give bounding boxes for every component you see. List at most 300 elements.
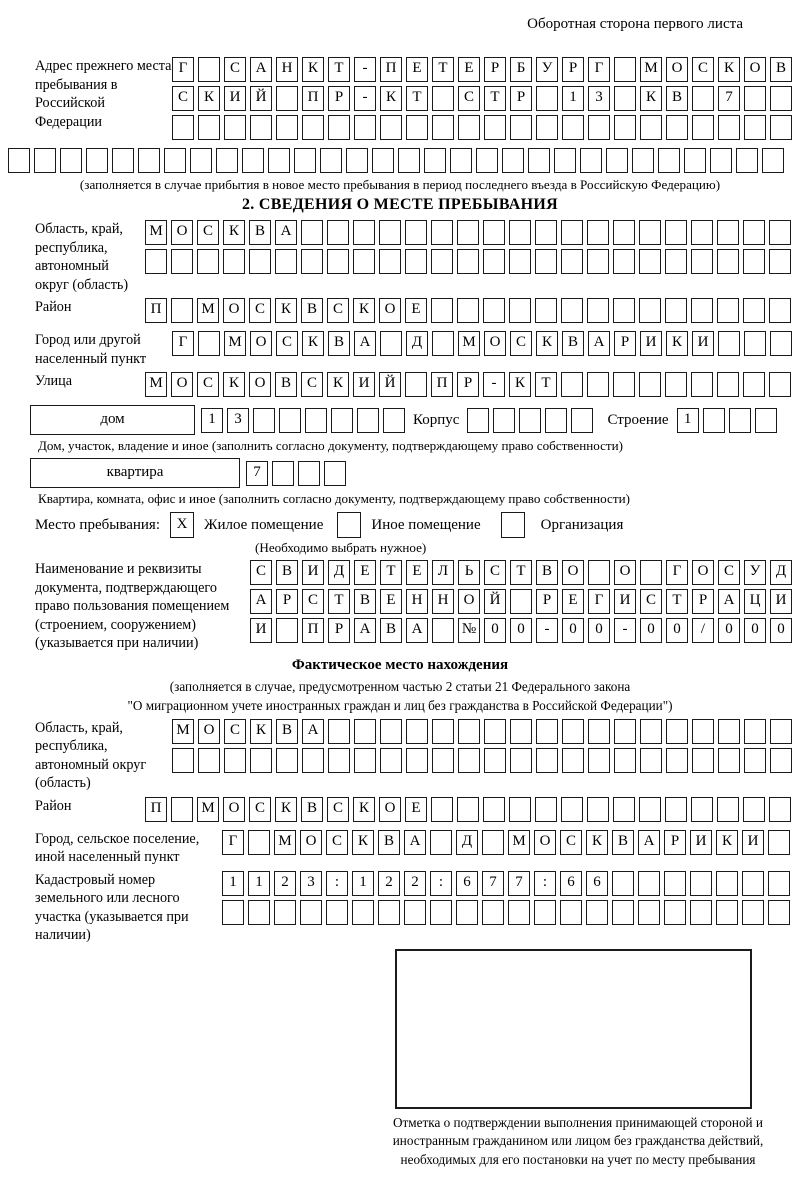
- char-box[interactable]: Н: [276, 57, 298, 82]
- char-box[interactable]: [380, 748, 402, 773]
- char-box[interactable]: [326, 900, 348, 925]
- char-box[interactable]: 0: [562, 618, 584, 643]
- char-box[interactable]: [736, 148, 758, 173]
- char-box[interactable]: [665, 298, 687, 323]
- char-box[interactable]: [248, 830, 270, 855]
- char-box[interactable]: Ц: [744, 589, 766, 614]
- char-box[interactable]: И: [770, 589, 792, 614]
- char-box[interactable]: [457, 249, 479, 274]
- char-box[interactable]: [324, 461, 346, 486]
- char-box[interactable]: С: [301, 372, 323, 397]
- char-box[interactable]: [612, 900, 634, 925]
- char-box[interactable]: [770, 719, 792, 744]
- char-box[interactable]: [536, 86, 558, 111]
- char-box[interactable]: С: [510, 331, 532, 356]
- char-box[interactable]: А: [718, 589, 740, 614]
- char-box[interactable]: П: [380, 57, 402, 82]
- char-box[interactable]: [743, 372, 765, 397]
- char-box[interactable]: С: [249, 797, 271, 822]
- char-box[interactable]: [536, 748, 558, 773]
- char-box[interactable]: Г: [588, 589, 610, 614]
- char-box[interactable]: К: [198, 86, 220, 111]
- char-box[interactable]: [198, 748, 220, 773]
- char-box[interactable]: 0: [770, 618, 792, 643]
- char-box[interactable]: [450, 148, 472, 173]
- char-box[interactable]: [691, 298, 713, 323]
- char-box[interactable]: И: [302, 560, 324, 585]
- char-box[interactable]: [224, 115, 246, 140]
- char-box[interactable]: [502, 148, 524, 173]
- char-box[interactable]: [294, 148, 316, 173]
- checkbox-other-premises[interactable]: [337, 512, 361, 538]
- char-box[interactable]: [279, 408, 301, 433]
- char-box[interactable]: Ь: [458, 560, 480, 585]
- char-box[interactable]: 6: [586, 871, 608, 896]
- char-box[interactable]: [327, 220, 349, 245]
- char-box[interactable]: [562, 719, 584, 744]
- char-box[interactable]: [640, 748, 662, 773]
- char-box[interactable]: [535, 249, 557, 274]
- char-box[interactable]: Т: [328, 57, 350, 82]
- char-box[interactable]: И: [690, 830, 712, 855]
- char-box[interactable]: Р: [562, 57, 584, 82]
- char-box[interactable]: 6: [456, 871, 478, 896]
- char-box[interactable]: [769, 220, 791, 245]
- char-box[interactable]: И: [353, 372, 375, 397]
- char-box[interactable]: [302, 748, 324, 773]
- char-box[interactable]: Т: [380, 560, 402, 585]
- char-box[interactable]: [632, 148, 654, 173]
- char-box[interactable]: [613, 298, 635, 323]
- char-box[interactable]: [718, 719, 740, 744]
- char-box[interactable]: [664, 900, 686, 925]
- char-box[interactable]: [744, 86, 766, 111]
- char-box[interactable]: [769, 797, 791, 822]
- char-box[interactable]: А: [404, 830, 426, 855]
- char-box[interactable]: [276, 748, 298, 773]
- char-box[interactable]: Е: [405, 797, 427, 822]
- char-box[interactable]: Д: [406, 331, 428, 356]
- char-box[interactable]: [354, 115, 376, 140]
- char-box[interactable]: Н: [406, 589, 428, 614]
- char-box[interactable]: С: [640, 589, 662, 614]
- char-box[interactable]: 1: [248, 871, 270, 896]
- char-box[interactable]: К: [716, 830, 738, 855]
- char-box[interactable]: К: [352, 830, 374, 855]
- char-box[interactable]: [718, 331, 740, 356]
- char-box[interactable]: А: [406, 618, 428, 643]
- char-box[interactable]: Т: [406, 86, 428, 111]
- char-box[interactable]: 6: [560, 871, 582, 896]
- char-box[interactable]: Е: [380, 589, 402, 614]
- char-box[interactable]: [305, 408, 327, 433]
- char-box[interactable]: [328, 115, 350, 140]
- char-box[interactable]: [744, 719, 766, 744]
- char-box[interactable]: -: [354, 57, 376, 82]
- char-box[interactable]: [770, 748, 792, 773]
- char-box[interactable]: [717, 797, 739, 822]
- char-box[interactable]: [482, 830, 504, 855]
- char-box[interactable]: Й: [250, 86, 272, 111]
- char-box[interactable]: Й: [484, 589, 506, 614]
- char-box[interactable]: [432, 115, 454, 140]
- char-box[interactable]: 0: [588, 618, 610, 643]
- char-box[interactable]: [482, 900, 504, 925]
- char-box[interactable]: [430, 900, 452, 925]
- char-box[interactable]: И: [692, 331, 714, 356]
- char-box[interactable]: В: [612, 830, 634, 855]
- char-box[interactable]: [586, 900, 608, 925]
- char-box[interactable]: А: [354, 331, 376, 356]
- char-box[interactable]: Е: [406, 57, 428, 82]
- char-box[interactable]: В: [275, 372, 297, 397]
- char-box[interactable]: [380, 719, 402, 744]
- char-box[interactable]: [769, 249, 791, 274]
- char-box[interactable]: М: [508, 830, 530, 855]
- char-box[interactable]: К: [275, 298, 297, 323]
- char-box[interactable]: Р: [484, 57, 506, 82]
- char-box[interactable]: №: [458, 618, 480, 643]
- char-box[interactable]: [665, 372, 687, 397]
- char-box[interactable]: Р: [614, 331, 636, 356]
- char-box[interactable]: [301, 220, 323, 245]
- char-box[interactable]: Е: [458, 57, 480, 82]
- char-box[interactable]: [458, 719, 480, 744]
- char-box[interactable]: К: [353, 797, 375, 822]
- char-box[interactable]: [276, 618, 298, 643]
- char-box[interactable]: [431, 797, 453, 822]
- char-box[interactable]: Г: [172, 331, 194, 356]
- char-box[interactable]: 3: [227, 408, 249, 433]
- char-box[interactable]: [224, 748, 246, 773]
- char-box[interactable]: [519, 408, 541, 433]
- char-box[interactable]: [613, 249, 635, 274]
- char-box[interactable]: Е: [562, 589, 584, 614]
- char-box[interactable]: А: [275, 220, 297, 245]
- char-box[interactable]: М: [145, 220, 167, 245]
- char-box[interactable]: С: [326, 830, 348, 855]
- char-box[interactable]: [717, 249, 739, 274]
- char-box[interactable]: [327, 249, 349, 274]
- char-box[interactable]: [742, 871, 764, 896]
- char-box[interactable]: Т: [510, 560, 532, 585]
- char-box[interactable]: С: [276, 331, 298, 356]
- char-box[interactable]: И: [640, 331, 662, 356]
- char-box[interactable]: [483, 298, 505, 323]
- char-box[interactable]: О: [171, 220, 193, 245]
- char-box[interactable]: [275, 249, 297, 274]
- char-box[interactable]: 0: [640, 618, 662, 643]
- char-box[interactable]: [352, 900, 374, 925]
- char-box[interactable]: Р: [536, 589, 558, 614]
- char-box[interactable]: [276, 115, 298, 140]
- char-box[interactable]: [639, 797, 661, 822]
- char-box[interactable]: [561, 797, 583, 822]
- char-box[interactable]: [431, 249, 453, 274]
- char-box[interactable]: [613, 220, 635, 245]
- char-box[interactable]: [250, 115, 272, 140]
- house-type-box[interactable]: дом: [30, 405, 195, 435]
- char-box[interactable]: [692, 115, 714, 140]
- char-box[interactable]: [510, 719, 532, 744]
- char-box[interactable]: [588, 748, 610, 773]
- char-box[interactable]: [638, 871, 660, 896]
- char-box[interactable]: [431, 298, 453, 323]
- char-box[interactable]: [638, 900, 660, 925]
- char-box[interactable]: [432, 331, 454, 356]
- char-box[interactable]: В: [562, 331, 584, 356]
- char-box[interactable]: [112, 148, 134, 173]
- char-box[interactable]: О: [300, 830, 322, 855]
- char-box[interactable]: [301, 249, 323, 274]
- char-box[interactable]: [562, 115, 584, 140]
- char-box[interactable]: [424, 148, 446, 173]
- char-box[interactable]: 0: [666, 618, 688, 643]
- char-box[interactable]: Й: [379, 372, 401, 397]
- char-box[interactable]: И: [614, 589, 636, 614]
- char-box[interactable]: [691, 797, 713, 822]
- char-box[interactable]: П: [302, 86, 324, 111]
- char-box[interactable]: [639, 220, 661, 245]
- char-box[interactable]: [762, 148, 784, 173]
- char-box[interactable]: [406, 719, 428, 744]
- char-box[interactable]: [432, 719, 454, 744]
- char-box[interactable]: [458, 115, 480, 140]
- char-box[interactable]: О: [534, 830, 556, 855]
- char-box[interactable]: [770, 86, 792, 111]
- char-box[interactable]: У: [536, 57, 558, 82]
- char-box[interactable]: [703, 408, 725, 433]
- char-box[interactable]: -: [614, 618, 636, 643]
- char-box[interactable]: [8, 148, 30, 173]
- char-box[interactable]: [250, 748, 272, 773]
- char-box[interactable]: [458, 748, 480, 773]
- apartment-type-box[interactable]: квартира: [30, 458, 240, 488]
- char-box[interactable]: [587, 797, 609, 822]
- char-box[interactable]: М: [640, 57, 662, 82]
- char-box[interactable]: Н: [432, 589, 454, 614]
- char-box[interactable]: [484, 719, 506, 744]
- char-box[interactable]: Е: [354, 560, 376, 585]
- char-box[interactable]: [378, 900, 400, 925]
- char-box[interactable]: 1: [562, 86, 584, 111]
- char-box[interactable]: [302, 115, 324, 140]
- char-box[interactable]: О: [198, 719, 220, 744]
- char-box[interactable]: [770, 115, 792, 140]
- char-box[interactable]: [717, 298, 739, 323]
- char-box[interactable]: П: [145, 797, 167, 822]
- char-box[interactable]: [691, 372, 713, 397]
- char-box[interactable]: А: [638, 830, 660, 855]
- char-box[interactable]: [692, 86, 714, 111]
- char-box[interactable]: [743, 249, 765, 274]
- char-box[interactable]: [483, 220, 505, 245]
- char-box[interactable]: В: [301, 797, 323, 822]
- char-box[interactable]: 7: [482, 871, 504, 896]
- char-box[interactable]: [172, 115, 194, 140]
- char-box[interactable]: К: [509, 372, 531, 397]
- char-box[interactable]: К: [250, 719, 272, 744]
- char-box[interactable]: 7: [246, 461, 268, 486]
- char-box[interactable]: [716, 900, 738, 925]
- char-box[interactable]: [86, 148, 108, 173]
- char-box[interactable]: О: [223, 298, 245, 323]
- char-box[interactable]: С: [560, 830, 582, 855]
- char-box[interactable]: [380, 115, 402, 140]
- char-box[interactable]: [509, 298, 531, 323]
- char-box[interactable]: Т: [432, 57, 454, 82]
- char-box[interactable]: В: [301, 298, 323, 323]
- char-box[interactable]: [770, 331, 792, 356]
- char-box[interactable]: Е: [405, 298, 427, 323]
- char-box[interactable]: Г: [172, 57, 194, 82]
- char-box[interactable]: [404, 900, 426, 925]
- char-box[interactable]: 0: [718, 618, 740, 643]
- char-box[interactable]: [328, 719, 350, 744]
- char-box[interactable]: М: [197, 797, 219, 822]
- char-box[interactable]: 7: [718, 86, 740, 111]
- char-box[interactable]: [587, 220, 609, 245]
- char-box[interactable]: [536, 719, 558, 744]
- char-box[interactable]: [588, 560, 610, 585]
- char-box[interactable]: В: [354, 589, 376, 614]
- char-box[interactable]: О: [614, 560, 636, 585]
- char-box[interactable]: 1: [222, 871, 244, 896]
- char-box[interactable]: [717, 220, 739, 245]
- char-box[interactable]: [718, 748, 740, 773]
- char-box[interactable]: [554, 148, 576, 173]
- char-box[interactable]: [510, 748, 532, 773]
- char-box[interactable]: О: [379, 298, 401, 323]
- char-box[interactable]: [216, 148, 238, 173]
- char-box[interactable]: [614, 57, 636, 82]
- char-box[interactable]: 2: [274, 871, 296, 896]
- char-box[interactable]: Т: [484, 86, 506, 111]
- char-box[interactable]: [580, 148, 602, 173]
- char-box[interactable]: [640, 560, 662, 585]
- char-box[interactable]: [432, 618, 454, 643]
- char-box[interactable]: [145, 249, 167, 274]
- char-box[interactable]: 0: [484, 618, 506, 643]
- char-box[interactable]: [276, 86, 298, 111]
- char-box[interactable]: [457, 220, 479, 245]
- char-box[interactable]: [249, 249, 271, 274]
- char-box[interactable]: [742, 900, 764, 925]
- char-box[interactable]: В: [276, 560, 298, 585]
- char-box[interactable]: С: [458, 86, 480, 111]
- char-box[interactable]: [561, 249, 583, 274]
- char-box[interactable]: [560, 900, 582, 925]
- char-box[interactable]: [508, 900, 530, 925]
- char-box[interactable]: [346, 148, 368, 173]
- char-box[interactable]: О: [458, 589, 480, 614]
- char-box[interactable]: [639, 249, 661, 274]
- char-box[interactable]: С: [250, 560, 272, 585]
- char-box[interactable]: К: [536, 331, 558, 356]
- char-box[interactable]: [253, 408, 275, 433]
- char-box[interactable]: [716, 871, 738, 896]
- char-box[interactable]: [769, 372, 791, 397]
- char-box[interactable]: Р: [328, 618, 350, 643]
- char-box[interactable]: [198, 57, 220, 82]
- char-box[interactable]: [613, 797, 635, 822]
- char-box[interactable]: [768, 830, 790, 855]
- char-box[interactable]: [587, 249, 609, 274]
- char-box[interactable]: [666, 115, 688, 140]
- char-box[interactable]: [198, 115, 220, 140]
- char-box[interactable]: А: [354, 618, 376, 643]
- char-box[interactable]: С: [327, 298, 349, 323]
- char-box[interactable]: [171, 298, 193, 323]
- char-box[interactable]: [190, 148, 212, 173]
- char-box[interactable]: [743, 220, 765, 245]
- char-box[interactable]: 3: [300, 871, 322, 896]
- char-box[interactable]: 2: [404, 871, 426, 896]
- char-box[interactable]: [274, 900, 296, 925]
- char-box[interactable]: 7: [508, 871, 530, 896]
- char-box[interactable]: [718, 115, 740, 140]
- char-box[interactable]: [744, 331, 766, 356]
- char-box[interactable]: [744, 115, 766, 140]
- char-box[interactable]: В: [536, 560, 558, 585]
- char-box[interactable]: [456, 900, 478, 925]
- char-box[interactable]: М: [274, 830, 296, 855]
- char-box[interactable]: О: [171, 372, 193, 397]
- char-box[interactable]: А: [302, 719, 324, 744]
- char-box[interactable]: Р: [276, 589, 298, 614]
- char-box[interactable]: О: [484, 331, 506, 356]
- char-box[interactable]: [198, 331, 220, 356]
- char-box[interactable]: [587, 298, 609, 323]
- char-box[interactable]: [467, 408, 489, 433]
- char-box[interactable]: [509, 220, 531, 245]
- char-box[interactable]: [509, 797, 531, 822]
- char-box[interactable]: [561, 298, 583, 323]
- char-box[interactable]: -: [536, 618, 558, 643]
- char-box[interactable]: С: [224, 719, 246, 744]
- char-box[interactable]: [405, 372, 427, 397]
- char-box[interactable]: О: [692, 560, 714, 585]
- char-box[interactable]: А: [250, 589, 272, 614]
- char-box[interactable]: [380, 331, 402, 356]
- char-box[interactable]: Р: [457, 372, 479, 397]
- char-box[interactable]: Т: [328, 589, 350, 614]
- char-box[interactable]: [510, 589, 532, 614]
- char-box[interactable]: [692, 719, 714, 744]
- char-box[interactable]: [690, 900, 712, 925]
- char-box[interactable]: О: [744, 57, 766, 82]
- char-box[interactable]: [320, 148, 342, 173]
- char-box[interactable]: [561, 220, 583, 245]
- char-box[interactable]: М: [224, 331, 246, 356]
- char-box[interactable]: С: [692, 57, 714, 82]
- char-box[interactable]: С: [484, 560, 506, 585]
- checkbox-residential[interactable]: X: [170, 512, 194, 538]
- char-box[interactable]: :: [534, 871, 556, 896]
- char-box[interactable]: [743, 298, 765, 323]
- char-box[interactable]: [379, 249, 401, 274]
- char-box[interactable]: [242, 148, 264, 173]
- char-box[interactable]: Б: [510, 57, 532, 82]
- char-box[interactable]: В: [378, 830, 400, 855]
- char-box[interactable]: [372, 148, 394, 173]
- char-box[interactable]: [729, 408, 751, 433]
- char-box[interactable]: 1: [677, 408, 699, 433]
- char-box[interactable]: [405, 220, 427, 245]
- char-box[interactable]: О: [223, 797, 245, 822]
- char-box[interactable]: [665, 797, 687, 822]
- char-box[interactable]: [768, 871, 790, 896]
